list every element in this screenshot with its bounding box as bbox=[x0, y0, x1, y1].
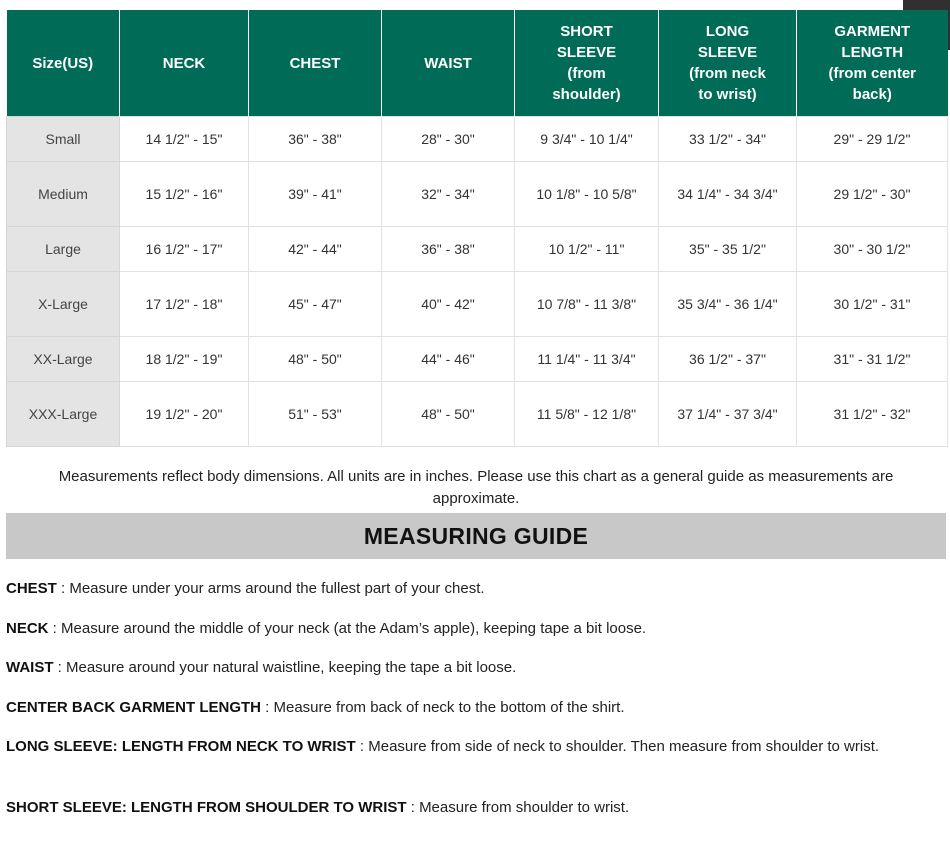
guide-item-neck bbox=[6, 618, 906, 640]
measuring-guide-header bbox=[6, 513, 946, 559]
header-neck: NECK bbox=[120, 10, 249, 117]
guide-description: : Measure from shoulder to wrist. bbox=[406, 799, 630, 816]
table-row bbox=[7, 117, 948, 162]
size-cell: Medium bbox=[7, 162, 120, 227]
guide-term: NECK bbox=[6, 620, 49, 637]
long-sleeve-cell: 35 3/4" - 36 1/4" bbox=[659, 272, 797, 337]
short-sleeve-cell: 9 3/4" - 10 1/4" bbox=[515, 117, 659, 162]
short-sleeve-cell: 11 1/4" - 11 3/4" bbox=[515, 337, 659, 382]
long-sleeve-cell: 37 1/4" - 37 3/4" bbox=[659, 382, 797, 447]
long-sleeve-cell: 36 1/2" - 37" bbox=[659, 337, 797, 382]
neck-cell: 17 1/2" - 18" bbox=[120, 272, 249, 337]
neck-cell: 14 1/2" - 15" bbox=[120, 117, 249, 162]
guide-term: LONG SLEEVE: LENGTH FROM NECK TO WRIST bbox=[6, 738, 356, 755]
chest-cell: 48" - 50" bbox=[249, 337, 382, 382]
guide-description: : Measure from side of neck to shoulder. Then measure from shoulder to wrist. bbox=[355, 738, 880, 755]
header-short-sleeve: SHORT SLEEVE (from shoulder) bbox=[515, 10, 659, 117]
guide-term: CHEST bbox=[6, 580, 57, 597]
neck-cell: 16 1/2" - 17" bbox=[120, 227, 249, 272]
long-sleeve-cell: 34 1/4" - 34 3/4" bbox=[659, 162, 797, 227]
waist-cell: 36" - 38" bbox=[382, 227, 515, 272]
table-row bbox=[7, 227, 948, 272]
chest-cell: 51" - 53" bbox=[249, 382, 382, 447]
long-sleeve-cell: 33 1/2" - 34" bbox=[659, 117, 797, 162]
short-sleeve-cell: 10 1/8" - 10 5/8" bbox=[515, 162, 659, 227]
garment-length-cell: 31 1/2" - 32" bbox=[797, 382, 948, 447]
waist-cell: 32" - 34" bbox=[382, 162, 515, 227]
size-cell: X-Large bbox=[7, 272, 120, 337]
table-row bbox=[7, 337, 948, 382]
neck-cell: 18 1/2" - 19" bbox=[120, 337, 249, 382]
chest-cell: 39" - 41" bbox=[249, 162, 382, 227]
table-row bbox=[7, 382, 948, 447]
guide-item-short-sleeve bbox=[6, 797, 906, 819]
guide-term: CENTER BACK GARMENT LENGTH bbox=[6, 699, 261, 716]
size-cell: Small bbox=[7, 117, 120, 162]
header-size: Size(US) bbox=[7, 10, 120, 117]
header-chest: CHEST bbox=[249, 10, 382, 117]
guide-description: : Measure from back of neck to the bottom of the shirt. bbox=[261, 699, 625, 716]
waist-cell: 40" - 42" bbox=[382, 272, 515, 337]
measurement-note: Measurements reflect body dimensions. All units are in inches. Please use this chart as a general guide as measurements are approximate. bbox=[58, 468, 894, 507]
header-long-sleeve: LONG SLEEVE (from neck to wrist) bbox=[659, 10, 797, 117]
guide-term: WAIST bbox=[6, 659, 54, 676]
table-row bbox=[7, 162, 948, 227]
table-row bbox=[7, 272, 948, 337]
table-header-row bbox=[7, 10, 948, 117]
size-cell: Large bbox=[7, 227, 120, 272]
garment-length-cell: 29" - 29 1/2" bbox=[797, 117, 948, 162]
header-garment-length: GARMENT LENGTH (from center back) bbox=[797, 10, 948, 117]
short-sleeve-cell: 11 5/8" - 12 1/8" bbox=[515, 382, 659, 447]
guide-item-center-back-length bbox=[6, 697, 906, 719]
guide-description: : Measure around the middle of your neck (at the Adam’s apple), keeping tape a bit loose. bbox=[48, 620, 647, 637]
chest-cell: 45" - 47" bbox=[249, 272, 382, 337]
short-sleeve-cell: 10 1/2" - 11" bbox=[515, 227, 659, 272]
long-sleeve-cell: 35" - 35 1/2" bbox=[659, 227, 797, 272]
waist-cell: 28" - 30" bbox=[382, 117, 515, 162]
guide-description: : Measure under your arms around the fullest part of your chest. bbox=[56, 580, 485, 597]
guide-item-chest bbox=[6, 578, 906, 600]
short-sleeve-cell: 10 7/8" - 11 3/8" bbox=[515, 272, 659, 337]
guide-item-waist bbox=[6, 657, 906, 679]
guide-item-long-sleeve bbox=[6, 736, 906, 758]
garment-length-cell: 30" - 30 1/2" bbox=[797, 227, 948, 272]
measuring-guide-title: MEASURING GUIDE bbox=[363, 522, 589, 549]
garment-length-cell: 30 1/2" - 31" bbox=[797, 272, 948, 337]
waist-cell: 44" - 46" bbox=[382, 337, 515, 382]
size-cell: XXX-Large bbox=[7, 382, 120, 447]
neck-cell: 19 1/2" - 20" bbox=[120, 382, 249, 447]
garment-length-cell: 29 1/2" - 30" bbox=[797, 162, 948, 227]
size-chart-table bbox=[6, 10, 948, 447]
guide-description: : Measure around your natural waistline, keeping the tape a bit loose. bbox=[53, 659, 517, 676]
size-cell: XX-Large bbox=[7, 337, 120, 382]
waist-cell: 48" - 50" bbox=[382, 382, 515, 447]
garment-length-cell: 31" - 31 1/2" bbox=[797, 337, 948, 382]
neck-cell: 15 1/2" - 16" bbox=[120, 162, 249, 227]
chest-cell: 36" - 38" bbox=[249, 117, 382, 162]
chest-cell: 42" - 44" bbox=[249, 227, 382, 272]
header-waist: WAIST bbox=[382, 10, 515, 117]
guide-term: SHORT SLEEVE: LENGTH FROM SHOULDER TO WRIST bbox=[6, 799, 407, 816]
